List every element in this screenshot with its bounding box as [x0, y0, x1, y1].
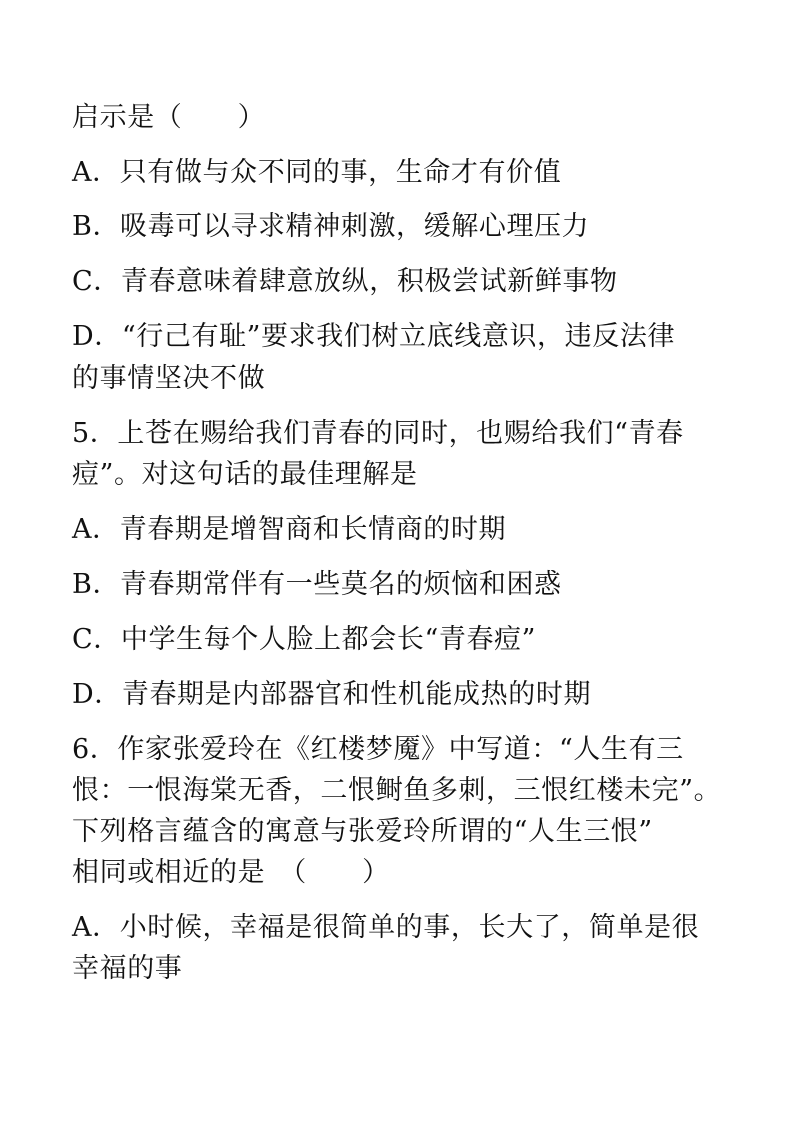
question-6-stem-line3: 下列格言蕴含的寓意与张爱玲所谓的“人生三恨”: [72, 816, 653, 847]
question-6-option-a-line1: A．小时候，幸福是很简单的事，长大了，简单是很: [72, 912, 700, 943]
question-5-option-b: B．青春期常伴有一些莫名的烦恼和困惑: [72, 569, 562, 600]
question-4-option-c: C．青春意味着肆意放纵，积极尝试新鲜事物: [72, 266, 618, 297]
question-5-option-a: A．青春期是增智商和长情商的时期: [72, 514, 507, 545]
question-6-option-a-line2: 幸福的事: [72, 953, 183, 984]
question-4-option-d-line1: D．“行己有耻”要求我们树立底线意识，违反法律: [72, 321, 676, 352]
question-5-option-d: D．青春期是内部器官和性机能成热的时期: [72, 679, 592, 710]
question-4-option-a: A．只有做与众不同的事，生命才有价值: [72, 157, 562, 188]
question-5-stem-line2: 痘”。对这句话的最佳理解是: [72, 459, 418, 490]
question-5-stem-line1: 5．上苍在赐给我们青春的同时，也赐给我们“青春: [72, 418, 684, 449]
question-5-option-c: C．中学生每个人脸上都会长“青春痘”: [72, 624, 537, 655]
question-6-stem-line2: 恨：一恨海棠无香，二恨鲥鱼多刺，三恨红楼未完”。: [72, 775, 722, 806]
question-4-option-b: B．吸毒可以寻求精神刺激，缓解心理压力: [72, 211, 590, 242]
question-4-option-d-line2: 的事情坚决不做: [72, 363, 266, 394]
question-4-stem-tail: 启示是（ ）: [72, 102, 266, 133]
question-6-stem-line1: 6．作家张爱玲在《红楼梦魇》中写道：“人生有三: [72, 734, 684, 765]
question-6-stem-line4: 相同或相近的是 （ ）: [72, 857, 390, 888]
